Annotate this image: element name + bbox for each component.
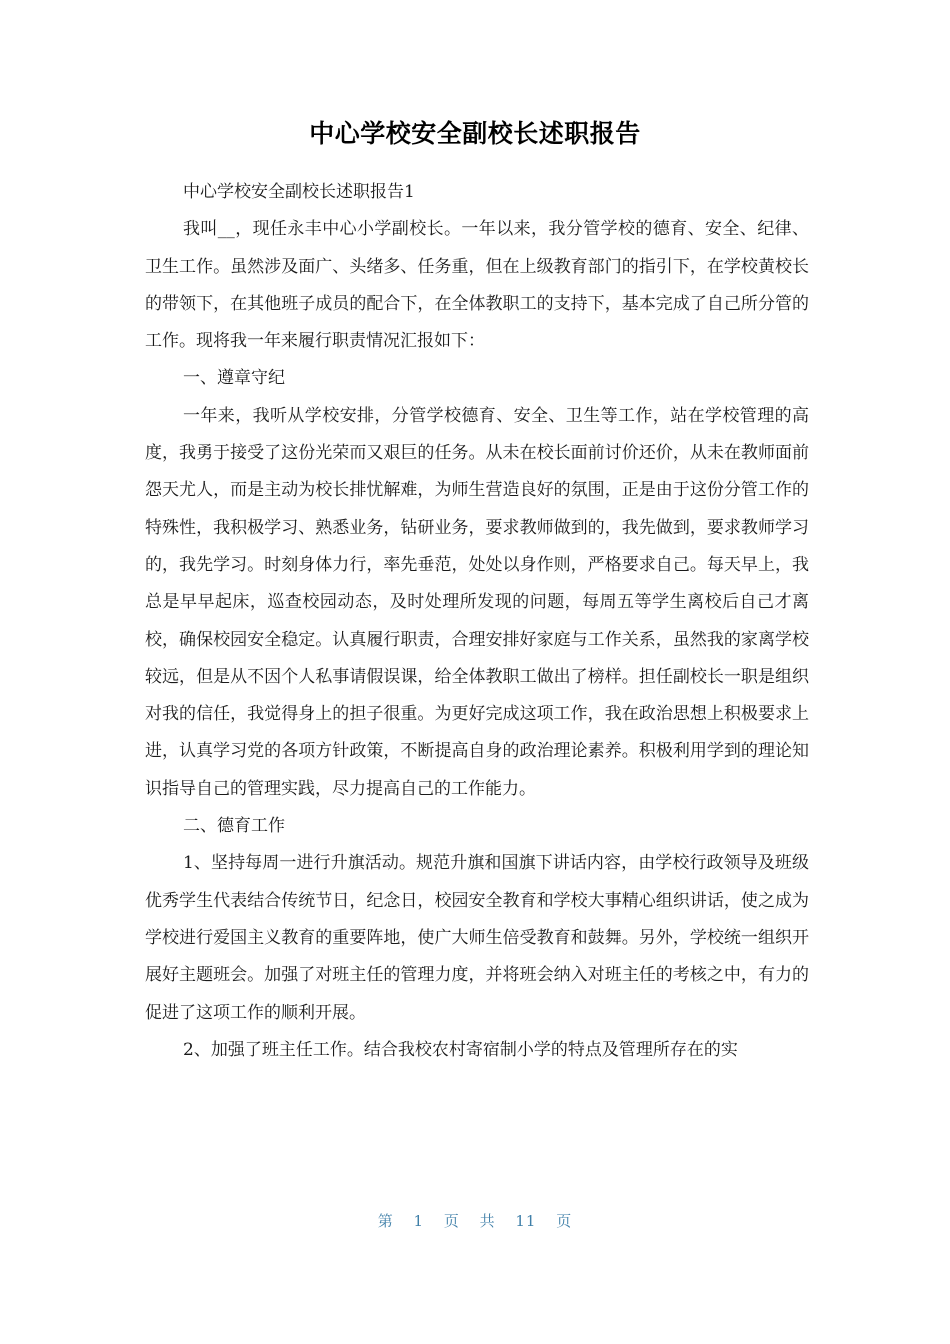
paragraph-class-teacher: 2、加强了班主任工作。结合我校农村寄宿制小学的特点及管理所存在的实 <box>183 1039 738 1060</box>
document-title: 中心学校安全副校长述职报告 <box>309 119 641 148</box>
paragraph-report-heading: 中心学校安全副校长述职报告1 <box>183 182 415 202</box>
section-heading-moral-education: 二、德育工作 <box>183 816 285 837</box>
page-number-footer: 第 1 页 共 11 页 <box>377 1212 573 1230</box>
paragraph-flag-raising: 1、坚持每周一进行升旗活动。规范升旗和国旗下讲话内容，由学校行政领导及班级优秀学生代表结合传统节日，纪念日，校园安全教育和学校大事精心组织讲话，使之成为学校进行爱国主义教育的重要阵地，使广大师生倍受教育和鼓舞。另外，学校统一组织开展好主题班会。加强了对班主任的管理力度，并将班会纳入对班主任的考核之中，有力的促进了这项工作的顺利开展。 <box>145 853 809 1023</box>
section-heading-discipline: 一、遵章守纪 <box>183 368 285 389</box>
paragraph-introduction: 我叫__，现任永丰中心小学副校长。一年以来，我分管学校的德育、安全、纪律、卫生工作。虽然涉及面广、头绪多、任务重，但在上级教育部门的指引下，在学校黄校长的带领下，在其他班子成员的配合下，在全体教职工的支持下，基本完成了自己所分管的工作。现将我一年来履行职责情况汇报如下： <box>145 219 809 352</box>
document-body <box>145 174 809 1069</box>
paragraph-discipline: 一年来，我听从学校安排，分管学校德育、安全、卫生等工作，站在学校管理的高度，我勇于接受了这份光荣而又艰巨的任务。从未在校长面前讨价还价，从未在教师面前怨天尤人，而是主动为校长排忧解难，为师生营造良好的氛围，正是由于这份分管工作的特殊性，我积极学习、熟悉业务，钻研业务，要求教师做到的，我先做到，要求教师学习的，我先学习。时刻身体力行，率先垂范，处处以身作则，严格要求自己。每天早上，我总是早早起床，巡查校园动态，及时处理所发现的问题，每周五等学生离校后自己才离校，确保校园安全稳定。认真履行职责，合理安排好家庭与工作关系，虽然我的家离学校较远，但是从不因个人私事请假误课，给全体教职工做出了榜样。担任副校长一职是组织对我的信任，我觉得身上的担子很重。为更好完成这项工作，我在政治思想上积极要求上进，认真学习党的各项方针政策，不断提高自身的政治理论素养。积极利用学到的理论知识指导自己的管理实践，尽力提高自己的工作能力。 <box>145 405 809 799</box>
